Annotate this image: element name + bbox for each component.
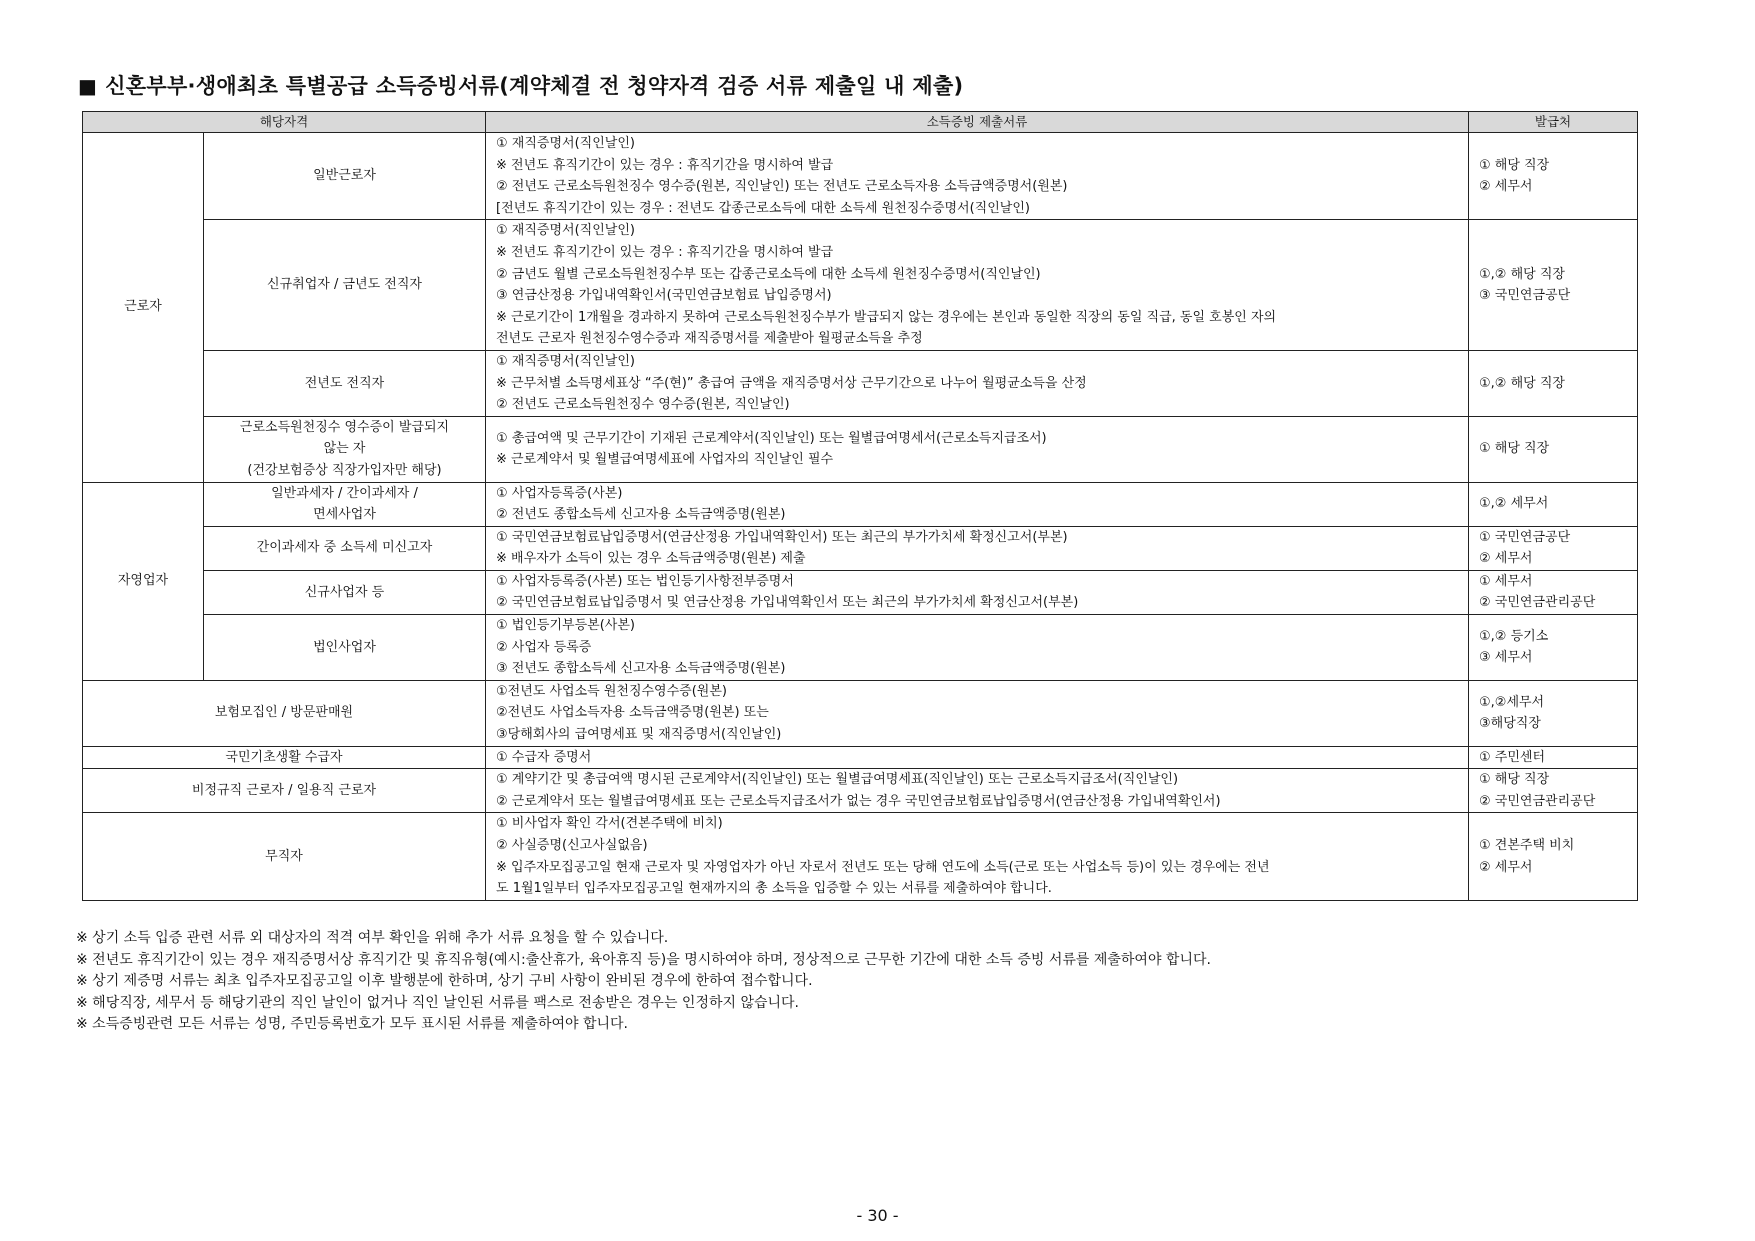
documents-cell [486,746,1469,769]
cell-line: ② 전년도 근로소득원천징수 영수증(원본, 직인날인) 또는 전년도 근로소득자용 소득금액증명서(원본) [496,179,1068,195]
cell-line: ※ 근로계약서 및 월별급여명세표에 사업자의 직인날인 필수 [496,452,834,468]
cell-line: ② 세무서 [1479,859,1533,875]
header-issuer: 발급처 [1469,112,1638,133]
cell-line: ③ 국민연금공단 [1479,288,1571,304]
issuer-cell [1469,350,1638,416]
cell-line: 도 1월1일부터 입주자모집공고일 현재까지의 총 소득을 입증할 수 있는 서류를 제출하여야 합니다. [496,881,1052,897]
qualification-cell [83,813,486,900]
qualification-cell [204,482,486,526]
qualification-cell [204,220,486,351]
page-number: - 30 - [856,1206,899,1225]
qualification-cell [204,526,486,570]
cell-line: 근로소득원천징수 영수증이 발급되지 [239,419,450,435]
cell-line: 국민기초생활 수급자 [225,749,343,765]
cell-line: (건강보험증상 직장가입자만 해당) [247,462,442,478]
cell-line: ③ 전년도 종합소득세 신고자용 소득금액증명(원본) [496,661,786,677]
table-row [83,416,1638,482]
cell-line: ③해당직장 [1479,716,1541,732]
note-line: ※ 소득증빙관련 모든 서류는 성명, 주민등록번호가 모두 표시된 서류를 제출하여야 합니다. [76,1016,628,1032]
cell-line: ③당해회사의 급여명세표 및 재직증명서(직인날인) [496,727,782,743]
table-row [83,746,1638,769]
cell-line: ※ 근로기간이 1개월을 경과하지 못하여 근로소득원천징수부가 발급되지 않는 경우에는 본인과 동일한 직장의 동일 직급, 동일 호봉인 자의 [496,309,1277,325]
cell-line: ② 금년도 월별 근로소득원천징수부 또는 갑종근로소득에 대한 소득세 원천징수증명서(직인날인) [496,266,1041,282]
cell-line: ※ 전년도 휴직기간이 있는 경우 : 휴직기간을 명시하여 발급 [496,244,834,260]
table-row [83,350,1638,416]
documents-cell [486,769,1469,813]
documents-cell [486,482,1469,526]
cell-line: ① 총급여액 및 근무기간이 기재된 근로계약서(직인날인) 또는 월별급여명세서(근로소득지급조서) [496,430,1047,446]
cell-line: ① 국민연금보험료납입증명서(연금산정용 가입내역확인서) 또는 최근의 부가가치세 확정신고서(부본) [496,529,1068,545]
cell-line: ※ 입주자모집공고일 현재 근로자 및 자영업자가 아닌 자로서 전년도 또는 당해 연도에 소득(근로 또는 사업소득 등)이 있는 경우에는 전년 [496,859,1270,875]
cell-line: 일반과세자 / 간이과세자 / [271,485,418,501]
cell-line: ※ 전년도 휴직기간이 있는 경우 : 휴직기간을 명시하여 발급 [496,157,834,173]
cell-line: 법인사업자 [313,639,376,655]
cell-line: ② 사업자 등록증 [496,639,592,655]
table-row [83,680,1638,746]
issuer-cell [1469,482,1638,526]
header-qualification: 해당자격 [83,112,486,133]
qualification-cell [83,769,486,813]
cell-line: ※ 근무처별 소득명세표상 “주(현)” 총급여 금액을 재직증명서상 근무기간으로 나누어 월평균소득을 산정 [496,375,1087,391]
cell-line: ① 비사업자 확인 각서(견본주택에 비치) [496,816,723,832]
cell-line: ① 국민연금공단 [1479,529,1571,545]
table-row [83,769,1638,813]
cell-line: ② 전년도 근로소득원천징수 영수증(원본, 직인날인) [496,397,790,413]
cell-line: ①,②세무서 [1479,694,1545,710]
note-line: ※ 상기 소득 입증 관련 서류 외 대상자의 적격 여부 확인을 위해 추가 서류 요청을 할 수 있습니다. [76,930,669,946]
cell-line: ① 해당 직장 [1479,772,1550,788]
cell-line: ② 전년도 종합소득세 신고자용 소득금액증명(원본) [496,507,786,523]
documents-cell [486,350,1469,416]
table-row [83,813,1638,900]
cell-line: ①,② 세무서 [1479,496,1549,512]
table-header-row [83,112,1638,133]
notes-block [76,928,1211,1036]
table-row [83,570,1638,614]
title-text: 신혼부부·생애최초 특별공급 소득증빙서류(계약체결 전 청약자격 검증 서류 제출일 내 제출) [105,74,964,98]
documents-cell [486,813,1469,900]
table-row [83,482,1638,526]
qualification-cell [204,416,486,482]
cell-line: ③ 세무서 [1479,650,1533,666]
issuer-cell [1469,813,1638,900]
cell-line: ② 국민연금보험료납입증명서 및 연금산정용 가입내역확인서 또는 최근의 부가가치세 확정신고서(부본) [496,595,1079,611]
table-row [83,526,1638,570]
cell-line: ② 사실증명(신고사실없음) [496,838,648,853]
qualification-cell [204,615,486,681]
issuer-cell [1469,746,1638,769]
cell-line: ① 재직증명서(직인날인) [496,136,635,151]
cell-line: ① 사업자등록증(사본) 또는 법인등기사항전부증명서 [496,573,794,589]
cell-line: ② 국민연금관리공단 [1479,595,1596,611]
issuer-cell [1469,526,1638,570]
table-row [83,615,1638,681]
issuer-cell [1469,570,1638,614]
table-row [83,220,1638,351]
cell-line: ①,② 등기소 [1479,628,1549,644]
documents-cell [486,416,1469,482]
cell-line: ① 견본주택 비치 [1479,838,1575,853]
cell-line: ①전년도 사업소득 원천징수영수증(원본) [496,683,727,699]
documents-cell [486,570,1469,614]
cell-line: 보험모집인 / 방문판매원 [214,705,354,721]
cell-line: ② 근로계약서 또는 월별급여명세표 또는 근로소득지급조서가 없는 경우 국민연금보험료납입증명서(연금산정용 가입내역확인서) [496,793,1221,809]
cell-line: ① 세무서 [1479,573,1533,589]
table-row [83,133,1638,220]
cell-line: ① 사업자등록증(사본) [496,485,623,501]
issuer-cell [1469,680,1638,746]
documents-cell [486,680,1469,746]
note-line: ※ 해당직장, 세무서 등 해당기관의 직인 날인이 없거나 직인 날인된 서류를 팩스로 전송받은 경우는 인정하지 않습니다. [76,994,800,1011]
cell-line: 전년도 근로자 원천징수영수증과 재직증명서를 제출받아 월평균소득을 추정 [496,331,923,347]
cell-line: ②전년도 사업소득자용 소득금액증명(원본) 또는 [496,705,769,721]
cell-line: 신규사업자 등 [304,584,385,600]
cell-line: 않는 자 [323,441,366,457]
qualification-cell [83,746,486,769]
issuer-cell [1469,615,1638,681]
qualification-cell [204,350,486,416]
cell-line: [전년도 휴직기간이 있는 경우 : 전년도 갑종근로소득에 대한 소득세 원천징수증명서(직인날인) [496,200,1030,216]
issuer-cell [1469,769,1638,813]
cell-line: ① 계약기간 및 총급여액 명시된 근로계약서(직인날인) 또는 월별급여명세표(직인날인) 또는 근로소득지급조서(직인날인) [496,772,1179,788]
issuer-cell [1469,416,1638,482]
cell-line: ※ 배우자가 소득이 있는 경우 소득금액증명(원본) 제출 [496,551,806,567]
qualification-cell [204,133,486,220]
header-documents: 소득증빙 제출서류 [486,112,1469,133]
documents-cell [486,220,1469,351]
note-line: ※ 전년도 휴직기간이 있는 경우 재직증명서상 휴직기간 및 휴직유형(예시:출산휴가, 육아휴직 등)을 명시하여야 하며, 정상적으로 근무한 기간에 대한 소득 증빙 서류를 제출하여야 합니다. [76,951,1211,968]
cell-line: 무직자 [265,848,303,864]
cell-line: ② 세무서 [1479,551,1533,567]
cell-line: 신규취업자 / 금년도 전직자 [267,277,422,293]
cell-line: ① 주민센터 [1479,749,1546,765]
cell-line: ② 세무서 [1479,179,1533,195]
documents-cell [486,133,1469,220]
cell-line: ① 해당 직장 [1479,441,1550,457]
group-cell: 근로자 [83,133,204,483]
group-cell: 자영업자 [83,482,204,680]
cell-line: ① 해당 직장 [1479,157,1550,173]
income-documents-table [82,111,1638,901]
cell-line: 비정규직 근로자 / 일용직 근로자 [191,783,377,799]
note-line: ※ 상기 제증명 서류는 최초 입주자모집공고일 이후 발행분에 한하며, 상기 구비 사항이 완비된 경우에 한하여 접수합니다. [76,973,813,989]
issuer-cell [1469,220,1638,351]
cell-line: ①,② 해당 직장 [1479,266,1565,282]
cell-line: ①,② 해당 직장 [1479,375,1565,391]
qualification-cell [204,570,486,614]
cell-line: 간이과세자 중 소득세 미신고자 [256,540,433,556]
issuer-cell [1469,133,1638,220]
cell-line: ① 수급자 증명서 [496,749,592,765]
title-square-marker: ■ [78,74,98,98]
cell-line: ① 재직증명서(직인날인) [496,223,635,239]
cell-line: ③ 연금산정용 가입내역확인서(국민연금보험료 납입증명서) [496,288,832,304]
cell-line: ② 국민연금관리공단 [1479,793,1596,809]
qualification-cell [83,680,486,746]
cell-line: 일반근로자 [313,168,376,184]
page-title [78,70,963,100]
cell-line: 면세사업자 [313,507,376,523]
cell-line: ① 재직증명서(직인날인) [496,353,635,369]
cell-line: 전년도 전직자 [304,375,385,391]
documents-cell [486,615,1469,681]
documents-cell [486,526,1469,570]
cell-line: ① 법인등기부등본(사본) [496,618,635,634]
